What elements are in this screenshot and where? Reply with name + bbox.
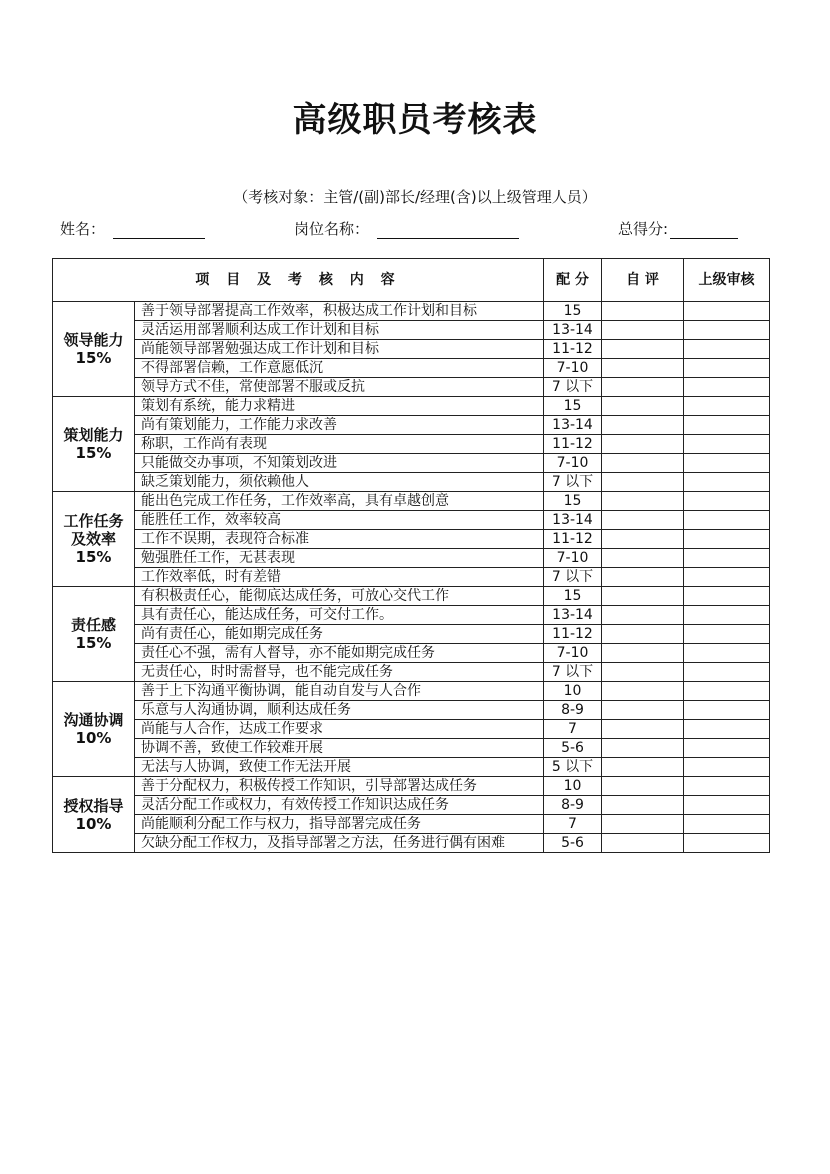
- supervisor-review-cell[interactable]: [684, 530, 770, 549]
- table-row: [53, 378, 770, 397]
- score-range: 11-12: [544, 340, 602, 359]
- score-range: 11-12: [544, 435, 602, 454]
- score-range: 13-14: [544, 606, 602, 625]
- table-row: [53, 663, 770, 682]
- self-evaluation-cell[interactable]: [602, 568, 684, 587]
- self-evaluation-cell[interactable]: [602, 834, 684, 853]
- criteria-text: 领导方式不佳，常使部署不服或反抗: [135, 378, 544, 397]
- header-review: 上级审核: [684, 259, 770, 302]
- supervisor-review-cell[interactable]: [684, 815, 770, 834]
- page-subtitle: （考核对象：主管/(副)部长/经理(含)以上级管理人员）: [233, 188, 597, 206]
- criteria-text: 尚能与人合作，达成工作要求: [135, 720, 544, 739]
- table-row: [53, 492, 770, 511]
- score-range: 11-12: [544, 530, 602, 549]
- self-evaluation-cell[interactable]: [602, 473, 684, 492]
- category-cell: [53, 682, 135, 777]
- supervisor-review-cell[interactable]: [684, 663, 770, 682]
- self-evaluation-cell[interactable]: [602, 454, 684, 473]
- self-evaluation-cell[interactable]: [602, 416, 684, 435]
- supervisor-review-cell[interactable]: [684, 644, 770, 663]
- score-range: 8-9: [544, 796, 602, 815]
- supervisor-review-cell[interactable]: [684, 739, 770, 758]
- score-range: 7-10: [544, 549, 602, 568]
- score-range: 7-10: [544, 644, 602, 663]
- supervisor-review-cell[interactable]: [684, 549, 770, 568]
- supervisor-review-cell[interactable]: [684, 492, 770, 511]
- supervisor-review-cell[interactable]: [684, 796, 770, 815]
- score-range: 15: [544, 397, 602, 416]
- category-weight: 10%: [75, 814, 112, 833]
- name-blank[interactable]: [113, 220, 205, 239]
- criteria-text: 工作效率低，时有差错: [135, 568, 544, 587]
- self-evaluation-cell[interactable]: [602, 340, 684, 359]
- category-cell: [53, 587, 135, 682]
- table-row: [53, 321, 770, 340]
- table-row: [53, 796, 770, 815]
- self-evaluation-cell[interactable]: [602, 492, 684, 511]
- position-field[interactable]: [294, 218, 519, 239]
- category-name: 沟通协调: [63, 711, 124, 729]
- supervisor-review-cell[interactable]: [684, 435, 770, 454]
- score-range: 7 以下: [544, 473, 602, 492]
- supervisor-review-cell[interactable]: [684, 834, 770, 853]
- category-name: 责任感: [70, 616, 116, 634]
- category-cell: [53, 492, 135, 587]
- self-evaluation-cell[interactable]: [602, 815, 684, 834]
- info-line: [60, 218, 760, 242]
- criteria-text: 欠缺分配工作权力，及指导部署之方法，任务进行偶有困难: [135, 834, 544, 853]
- criteria-text: 不得部署信赖，工作意愿低沉: [135, 359, 544, 378]
- criteria-text: 责任心不强，需有人督导，亦不能如期完成任务: [135, 644, 544, 663]
- table-row: [53, 340, 770, 359]
- criteria-text: 善于领导部署提高工作效率，积极达成工作计划和目标: [135, 302, 544, 321]
- score-range: 13-14: [544, 511, 602, 530]
- score-range: 15: [544, 492, 602, 511]
- evaluation-table: [52, 258, 770, 853]
- criteria-text: 勉强胜任工作，无甚表现: [135, 549, 544, 568]
- category-name: 领导能力: [63, 331, 124, 349]
- self-evaluation-cell[interactable]: [602, 758, 684, 777]
- criteria-text: 策划有系统，能力求精进: [135, 397, 544, 416]
- table-row: [53, 568, 770, 587]
- score-range: 5-6: [544, 739, 602, 758]
- score-range: 13-14: [544, 321, 602, 340]
- self-evaluation-cell[interactable]: [602, 397, 684, 416]
- supervisor-review-cell[interactable]: [684, 340, 770, 359]
- supervisor-review-cell[interactable]: [684, 587, 770, 606]
- table-row: [53, 302, 770, 321]
- self-evaluation-cell[interactable]: [602, 511, 684, 530]
- table-row: [53, 416, 770, 435]
- score-range: 7: [544, 815, 602, 834]
- criteria-text: 称职，工作尚有表现: [135, 435, 544, 454]
- category-name: 授权指导: [63, 796, 124, 815]
- criteria-text: 具有责任心，能达成任务，可交付工作。: [135, 606, 544, 625]
- criteria-text: 乐意与人沟通协调，顺利达成任务: [135, 701, 544, 720]
- self-evaluation-cell[interactable]: [602, 359, 684, 378]
- table-row: [53, 473, 770, 492]
- self-evaluation-cell[interactable]: [602, 435, 684, 454]
- table-row: [53, 720, 770, 739]
- table-header-row: [53, 259, 770, 302]
- category-name: 策划能力: [63, 426, 124, 444]
- category-weight: 15%: [75, 548, 112, 566]
- supervisor-review-cell[interactable]: [684, 473, 770, 492]
- name-field[interactable]: [60, 218, 205, 239]
- criteria-text: 尚能领导部署勉强达成工作计划和目标: [135, 340, 544, 359]
- table-row: [53, 758, 770, 777]
- criteria-text: 只能做交办事项，不知策划改进: [135, 454, 544, 473]
- category-cell: [53, 302, 135, 397]
- score-range: 5-6: [544, 834, 602, 853]
- criteria-text: 善于上下沟通平衡协调，能自动自发与人合作: [135, 682, 544, 701]
- criteria-text: 能出色完成工作任务，工作效率高，具有卓越创意: [135, 492, 544, 511]
- criteria-text: 无法与人协调，致使工作无法开展: [135, 758, 544, 777]
- self-evaluation-cell[interactable]: [602, 644, 684, 663]
- score-range: 10: [544, 682, 602, 701]
- supervisor-review-cell[interactable]: [684, 321, 770, 340]
- category-weight: 10%: [75, 729, 112, 747]
- self-evaluation-cell[interactable]: [602, 663, 684, 682]
- table-row: [53, 397, 770, 416]
- table-row: [53, 511, 770, 530]
- table-row: [53, 549, 770, 568]
- criteria-text: 无责任心，时时需督导，也不能完成任务: [135, 663, 544, 682]
- supervisor-review-cell[interactable]: [684, 682, 770, 701]
- score-range: 10: [544, 777, 602, 796]
- name-label: 姓名：: [60, 220, 106, 238]
- score-range: 7-10: [544, 359, 602, 378]
- score-range: 7 以下: [544, 378, 602, 397]
- table-row: [53, 777, 770, 796]
- table-row: [53, 701, 770, 720]
- score-range: 15: [544, 302, 602, 321]
- category-cell: [53, 397, 135, 492]
- score-range: 15: [544, 587, 602, 606]
- criteria-text: 尚有责任心，能如期完成任务: [135, 625, 544, 644]
- supervisor-review-cell[interactable]: [684, 302, 770, 321]
- self-evaluation-cell[interactable]: [602, 530, 684, 549]
- supervisor-review-cell[interactable]: [684, 720, 770, 739]
- supervisor-review-cell[interactable]: [684, 454, 770, 473]
- criteria-text: 尚有策划能力，工作能力求改善: [135, 416, 544, 435]
- self-evaluation-cell[interactable]: [602, 606, 684, 625]
- score-range: 8-9: [544, 701, 602, 720]
- criteria-text: 尚能顺利分配工作与权力，指导部署完成任务: [135, 815, 544, 834]
- category-cell: [53, 777, 135, 853]
- page-title: 高级职员考核表: [292, 100, 538, 140]
- table-row: [53, 815, 770, 834]
- position-label: 岗位名称：: [294, 220, 370, 238]
- total-score-field[interactable]: [618, 218, 738, 239]
- criteria-text: 工作不误期，表现符合标准: [135, 530, 544, 549]
- self-evaluation-cell[interactable]: [602, 682, 684, 701]
- supervisor-review-cell[interactable]: [684, 568, 770, 587]
- header-score: 配 分: [544, 259, 602, 302]
- criteria-text: 灵活运用部署顺利达成工作计划和目标: [135, 321, 544, 340]
- self-evaluation-cell[interactable]: [602, 796, 684, 815]
- category-weight: 15%: [75, 444, 112, 462]
- supervisor-review-cell[interactable]: [684, 701, 770, 720]
- criteria-text: 协调不善，致使工作较难开展: [135, 739, 544, 758]
- table-row: [53, 530, 770, 549]
- self-evaluation-cell[interactable]: [602, 378, 684, 397]
- category-weight: 15%: [75, 634, 112, 652]
- supervisor-review-cell[interactable]: [684, 758, 770, 777]
- criteria-text: 有积极责任心，能彻底达成任务，可放心交代工作: [135, 587, 544, 606]
- score-range: 7 以下: [544, 663, 602, 682]
- criteria-text: 能胜任工作，效率较高: [135, 511, 544, 530]
- header-self: 自 评: [602, 259, 684, 302]
- table-row: [53, 625, 770, 644]
- supervisor-review-cell[interactable]: [684, 777, 770, 796]
- criteria-text: 灵活分配工作或权力，有效传授工作知识达成任务: [135, 796, 544, 815]
- score-range: 7: [544, 720, 602, 739]
- supervisor-review-cell[interactable]: [684, 625, 770, 644]
- criteria-text: 缺乏策划能力，须依赖他人: [135, 473, 544, 492]
- position-blank[interactable]: [377, 220, 519, 239]
- score-range: 7-10: [544, 454, 602, 473]
- score-range: 11-12: [544, 625, 602, 644]
- total-score-blank[interactable]: [670, 220, 738, 239]
- self-evaluation-cell[interactable]: [602, 625, 684, 644]
- score-range: 5 以下: [544, 758, 602, 777]
- self-evaluation-cell[interactable]: [602, 739, 684, 758]
- total-score-label: 总得分:: [618, 220, 669, 238]
- criteria-text: 善于分配权力，积极传授工作知识，引导部署达成任务: [135, 777, 544, 796]
- supervisor-review-cell[interactable]: [684, 606, 770, 625]
- category-name: 工作任务及效率: [63, 512, 124, 548]
- score-range: 7 以下: [544, 568, 602, 587]
- table-row: [53, 682, 770, 701]
- supervisor-review-cell[interactable]: [684, 359, 770, 378]
- table-row: [53, 587, 770, 606]
- self-evaluation-cell[interactable]: [602, 549, 684, 568]
- table-row: [53, 435, 770, 454]
- self-evaluation-cell[interactable]: [602, 701, 684, 720]
- table-row: [53, 606, 770, 625]
- table-row: [53, 739, 770, 758]
- table-row: [53, 454, 770, 473]
- table-row: [53, 834, 770, 853]
- table-row: [53, 644, 770, 663]
- supervisor-review-cell[interactable]: [684, 511, 770, 530]
- self-evaluation-cell[interactable]: [602, 777, 684, 796]
- supervisor-review-cell[interactable]: [684, 378, 770, 397]
- supervisor-review-cell[interactable]: [684, 416, 770, 435]
- self-evaluation-cell[interactable]: [602, 587, 684, 606]
- score-range: 13-14: [544, 416, 602, 435]
- self-evaluation-cell[interactable]: [602, 321, 684, 340]
- supervisor-review-cell[interactable]: [684, 397, 770, 416]
- self-evaluation-cell[interactable]: [602, 302, 684, 321]
- header-item: 项 目 及 考 核 内 容: [53, 259, 544, 302]
- table-row: [53, 359, 770, 378]
- self-evaluation-cell[interactable]: [602, 720, 684, 739]
- category-weight: 15%: [75, 349, 112, 367]
